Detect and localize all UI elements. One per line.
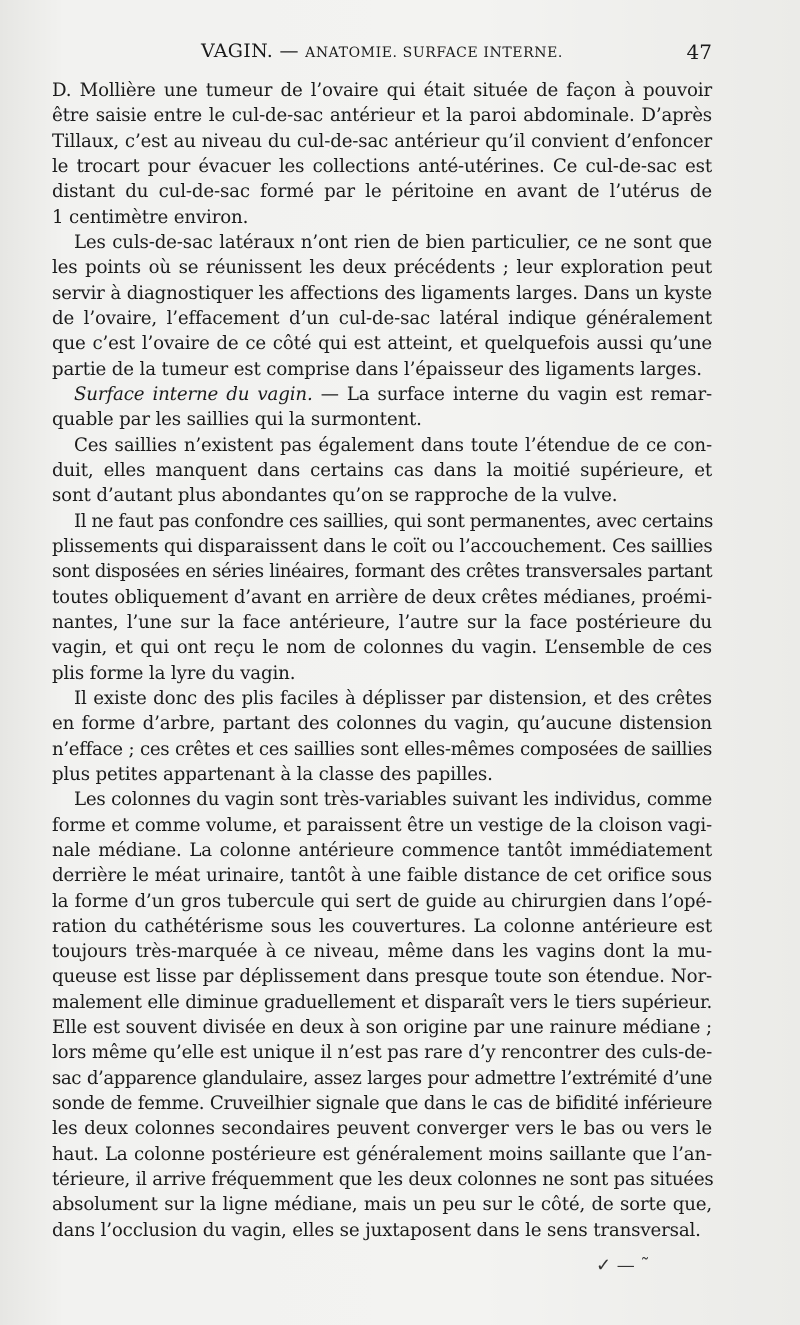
text-line <box>52 1015 712 1040</box>
line-text: vagin, et qui ont reçu le nom de colonnes du vagin. L’ensemble de ces <box>52 637 712 659</box>
line-text: malement elle diminue graduellement et disparaît vers le tiers supérieur. <box>52 991 712 1013</box>
text-line <box>52 357 712 382</box>
line-text: Il ne faut pas confondre ces saillies, qui sont permanentes, avec certains <box>74 510 713 532</box>
footer-mark: ✓ — ˜ <box>596 1255 650 1276</box>
text-line <box>52 889 712 914</box>
text-line <box>52 559 712 584</box>
line-text: duit, elles manquent dans certains cas dans la moitié supérieure, et <box>52 459 712 481</box>
line-text: Les colonnes du vagin sont très-variables suivant les individus, comme <box>74 789 712 811</box>
line-text: de l’ovaire, l’effacement d’un cul-de-sac latéral indique généralement <box>52 307 712 329</box>
line-text: n’efface ; ces crêtes et ces saillies sont elles-mêmes composées de saillies <box>52 738 712 760</box>
text-line <box>52 711 712 736</box>
line-text: forme et comme volume, et paraissent être un vestige de la cloison vagi- <box>52 814 712 836</box>
text-line <box>52 990 712 1015</box>
line-text: ration du cathétérisme sous les couvertures. La colonne antérieure est <box>52 915 712 937</box>
title-small: ANATOMIE. SURFACE INTERNE. <box>305 45 563 61</box>
text-line <box>52 1066 712 1091</box>
line-text: nale médiane. La colonne antérieure commence tantôt immédiatement <box>52 839 712 861</box>
text-line <box>52 762 712 787</box>
text-line <box>52 306 712 331</box>
line-text: quable par les saillies qui la surmontent. <box>52 409 422 431</box>
text-line <box>52 483 712 508</box>
line-text: sonde de femme. Cruveilhier signale que dans le cas de bifidité inférieure <box>52 1093 712 1115</box>
line-text: — La surface interne du vagin est remar- <box>312 383 713 405</box>
line-text: térieure, il arrive fréquemment que les deux colonnes ne sont pas situées <box>52 1169 714 1191</box>
text-line <box>52 914 712 939</box>
text-line <box>52 78 712 103</box>
line-text: 1 centimètre environ. <box>52 206 249 228</box>
text-line <box>52 382 712 407</box>
text-line <box>52 509 712 534</box>
text-line <box>52 281 712 306</box>
text-line <box>52 964 712 989</box>
text-line <box>52 787 712 812</box>
text-line <box>52 661 712 686</box>
line-text: dans l’occlusion du vagin, elles se juxtaposent dans le sens transversal. <box>52 1219 701 1241</box>
line-text: absolument sur la ligne médiane, mais un peu sur le côté, de sorte que, <box>52 1194 712 1216</box>
text-line <box>52 1192 712 1217</box>
text-line <box>52 1167 712 1192</box>
text-line <box>52 635 712 660</box>
text-line <box>52 331 712 356</box>
title-dash: — <box>279 40 299 62</box>
line-text: la forme d’un gros tubercule qui sert de guide au chirurgien dans l’opé- <box>52 890 712 912</box>
text-line <box>52 1091 712 1116</box>
line-text: servir à diagnostiquer les affections des ligaments larges. Dans un kyste <box>52 282 712 304</box>
text-line <box>52 154 712 179</box>
section-heading: Surface interne du vagin. <box>74 383 313 405</box>
line-text: être saisie entre le cul-de-sac antérieur et la paroi abdominale. D’après <box>52 105 712 127</box>
text-line <box>52 205 712 230</box>
text-line <box>52 737 712 762</box>
text-line <box>52 103 712 128</box>
text-line <box>52 686 712 711</box>
text-line <box>52 407 712 432</box>
text-line <box>52 1218 712 1243</box>
line-text: toujours très-marquée à ce niveau, même dans les vagins dont la mu- <box>52 941 712 963</box>
line-text: toutes obliquement d’avant en arrière de deux crêtes médianes, proémi- <box>52 586 712 608</box>
line-text: Elle est souvent divisée en deux à son origine par une rainure médiane ; <box>52 1017 712 1039</box>
line-text: Il existe donc des plis faciles à déplisser par distension, et des crêtes <box>74 687 712 709</box>
line-text: que c’est l’ovaire de ce côté qui est atteint, et quelquefois aussi qu’une <box>52 333 712 355</box>
text-line <box>52 610 712 635</box>
text-line <box>52 230 712 255</box>
line-text: lors même qu’elle est unique il n’est pas rare d’y rencontrer des culs-de- <box>52 1042 713 1064</box>
line-text: nantes, l’une sur la face antérieure, l’autre sur la face postérieure du <box>52 611 712 633</box>
line-text: queuse est lisse par déplissement dans presque toute son étendue. Nor- <box>52 966 712 988</box>
text-line <box>52 939 712 964</box>
running-header <box>52 40 712 72</box>
text-line <box>52 1040 712 1065</box>
text-line <box>52 534 712 559</box>
line-text: partie de la tumeur est comprise dans l’épaisseur des ligaments larges. <box>52 358 702 380</box>
line-text: derrière le méat urinaire, tantôt à une faible distance de cet orifice sous <box>52 865 712 887</box>
text-line <box>52 458 712 483</box>
text-line <box>52 1116 712 1141</box>
line-text: Ces saillies n’existent pas également dans toute l’étendue de ce con- <box>74 434 712 456</box>
line-text: Les culs-de-sac latéraux n’ont rien de bien particulier, ce ne sont que <box>74 231 712 253</box>
text-line <box>52 1142 712 1167</box>
text-line <box>52 863 712 888</box>
line-text: Tillaux, c’est au niveau du cul-de-sac antérieur qu’il convient d’enfoncer <box>52 130 712 152</box>
line-text: sont d’autant plus abondantes qu’on se rapproche de la vulve. <box>52 485 618 507</box>
line-text: haut. La colonne postérieure est généralement moins saillante que l’an- <box>52 1143 712 1165</box>
body-text <box>52 78 712 1243</box>
line-text: sont disposées en séries linéaires, formant des crêtes transversales partant <box>52 561 712 583</box>
title-main: VAGIN. <box>201 40 274 62</box>
text-line <box>52 585 712 610</box>
page-number: 47 <box>686 40 712 64</box>
line-text: le trocart pour évacuer les collections anté-utérines. Ce cul-de-sac est <box>52 155 712 177</box>
line-text: les points où se réunissent les deux précédents ; leur exploration peut <box>52 257 712 279</box>
line-text: D. Mollière une tumeur de l’ovaire qui était située de façon à pouvoir <box>52 80 712 101</box>
line-text: plus petites appartenant à la classe des papilles. <box>52 763 493 785</box>
text-line <box>52 433 712 458</box>
text-line <box>52 129 712 154</box>
text-line <box>52 179 712 204</box>
line-text: plissements qui disparaissent dans le coït ou l’accouchement. Ces saillies <box>52 535 713 557</box>
line-text: plis forme la lyre du vagin. <box>52 662 296 684</box>
line-text: en forme d’arbre, partant des colonnes du vagin, qu’aucune distension <box>52 713 712 735</box>
text-line <box>52 255 712 280</box>
line-text: sac d’apparence glandulaire, assez larges pour admettre l’extrémité d’une <box>52 1067 712 1089</box>
running-title <box>52 40 712 62</box>
text-line <box>52 813 712 838</box>
line-text: les deux colonnes secondaires peuvent converger vers le bas ou vers le <box>52 1118 712 1140</box>
line-text: distant du cul-de-sac formé par le péritoine en avant de l’utérus de <box>52 181 712 203</box>
text-line <box>52 838 712 863</box>
